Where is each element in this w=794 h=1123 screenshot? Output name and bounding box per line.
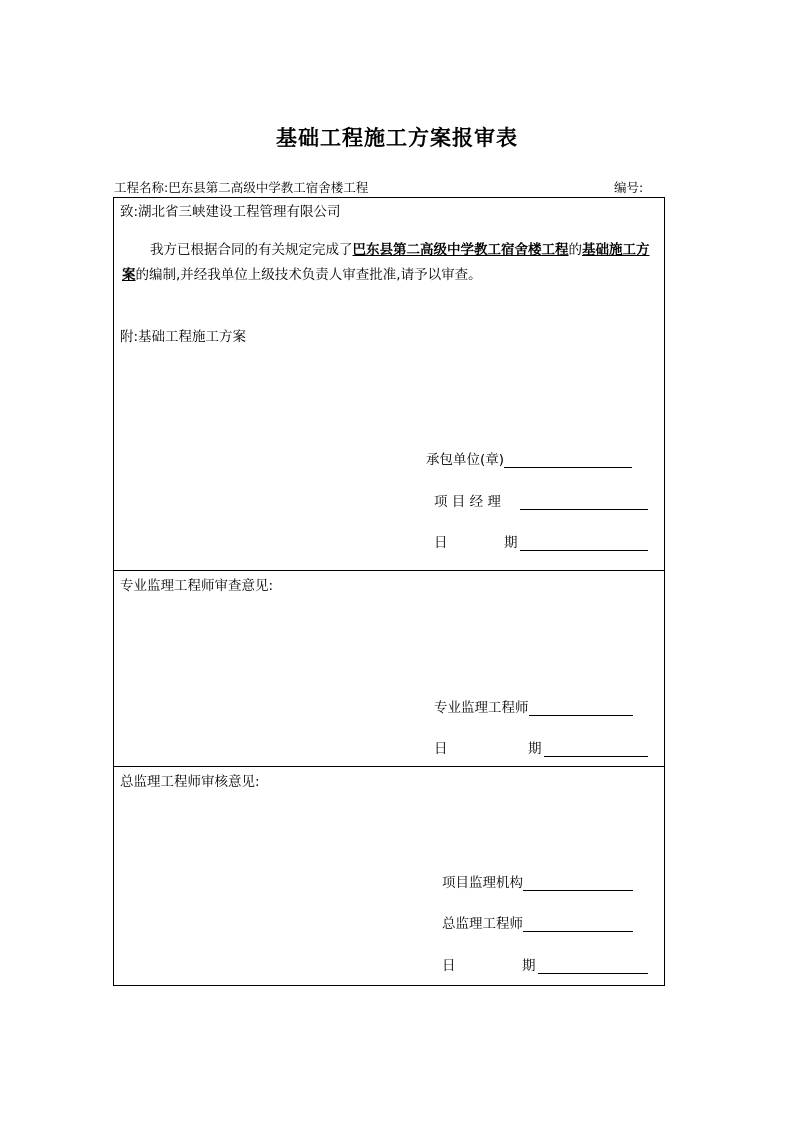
contractor-signature-row [426,448,632,468]
org-label: 项目监理机构 [442,875,523,891]
date-label-day: 日 [434,741,448,757]
para-project-name: 巴东县第二高级中学教工宿舍楼工程 [352,242,569,258]
chief-review-section [114,767,664,985]
meta-row [114,178,666,196]
contractor-label: 承包单位(章) [426,452,505,468]
pm-label: 项 目 经 理 [434,494,501,510]
para-text-1: 我方已根据合同的有关规定完成了 [150,242,353,258]
engineer-signature-line[interactable] [529,699,633,716]
submission-paragraph [122,238,662,288]
contractor-section [114,198,664,571]
engineer-date-row [434,737,648,757]
engineer-signature-row [434,696,633,716]
chief-signature-line[interactable] [523,915,633,932]
para-text-2: 的 [568,242,582,258]
contractor-date-line[interactable] [520,534,648,551]
pm-signature-row [434,490,648,510]
chief-label: 总监理工程师 [442,916,523,932]
engineer-label: 专业监理工程师 [434,700,529,716]
pm-signature-line[interactable] [520,493,648,510]
date-label-day: 日 [434,535,448,551]
chief-review-heading: 总监理工程师审核意见: [120,774,260,790]
engineer-review-section [114,571,664,767]
form-table [113,197,665,986]
engineer-date-line[interactable] [544,740,648,757]
contractor-date-row [434,531,648,551]
date-label-day: 日 [442,958,456,974]
date-label-period: 期 [504,535,518,551]
chief-date-row [442,954,648,974]
org-signature-row [442,871,633,891]
attachment-line: 附:基础工程施工方案 [120,329,247,345]
addressee-line: 致:湖北省三峡建设工程管理有限公司 [120,204,341,220]
para-plan-name: 基础施工方案 [122,242,650,283]
project-name: 工程名称:巴东县第二高级中学教工宿舍楼工程 [114,180,369,195]
chief-signature-row [442,912,633,932]
number-label: 编号: [614,180,644,195]
chief-date-line[interactable] [538,957,648,974]
engineer-review-heading: 专业监理工程师审查意见: [120,578,274,594]
org-signature-line[interactable] [523,874,633,891]
para-text-3: 的编制,并经我单位上级技术负责人审查批准,请予以审查。 [135,267,482,283]
contractor-signature-line[interactable] [504,451,632,468]
date-label-period: 期 [528,741,542,757]
page-title: 基础工程施工方案报审表 [276,125,518,150]
date-label-period: 期 [522,958,536,974]
